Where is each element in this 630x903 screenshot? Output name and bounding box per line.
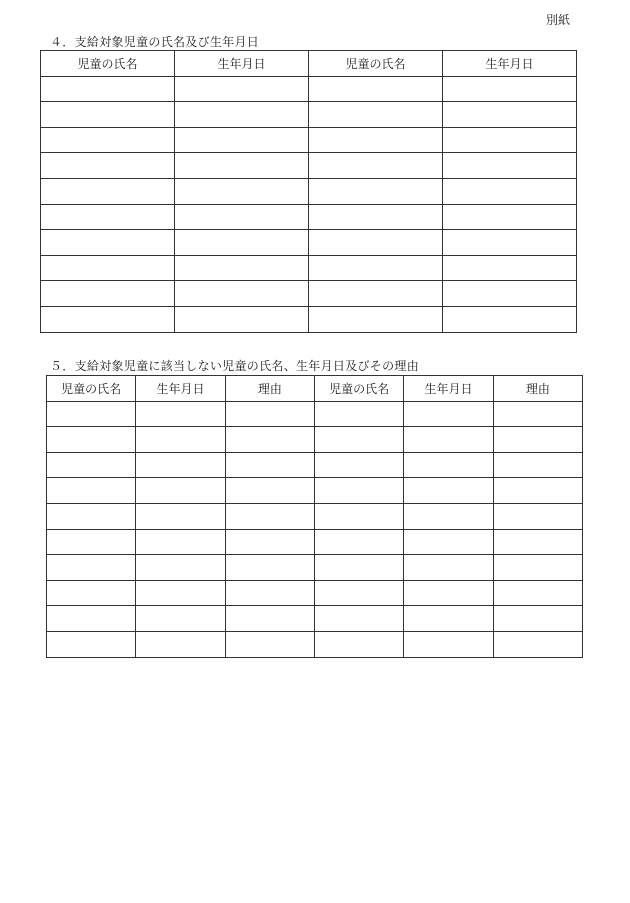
section4-header-row — [41, 51, 577, 77]
section5-table-row — [47, 631, 583, 657]
section4-blank-cell[interactable] — [175, 281, 309, 307]
section4-blank-cell[interactable] — [175, 178, 309, 204]
section4-blank-cell[interactable] — [175, 255, 309, 281]
section4-blank-cell[interactable] — [175, 230, 309, 256]
section5-blank-cell[interactable] — [47, 478, 136, 504]
section4-blank-cell[interactable] — [175, 204, 309, 230]
section4-blank-cell[interactable] — [309, 153, 443, 179]
section5-blank-cell[interactable] — [225, 503, 314, 529]
section5-table-row — [47, 478, 583, 504]
section4-blank-cell[interactable] — [309, 204, 443, 230]
section5-table-row — [47, 580, 583, 606]
section5-blank-cell[interactable] — [47, 452, 136, 478]
section4-blank-cell[interactable] — [443, 102, 577, 128]
section5-table-body — [47, 401, 583, 657]
section5-blank-cell[interactable] — [314, 401, 403, 427]
section5-blank-cell[interactable] — [404, 555, 493, 581]
section5-blank-cell[interactable] — [404, 529, 493, 555]
section4-blank-cell[interactable] — [443, 204, 577, 230]
section5-header-cell: 児童の氏名 — [314, 376, 403, 402]
section4-blank-cell[interactable] — [443, 230, 577, 256]
section5-blank-cell[interactable] — [493, 555, 582, 581]
section5-blank-cell[interactable] — [404, 401, 493, 427]
section5-blank-cell[interactable] — [404, 478, 493, 504]
section5-blank-cell[interactable] — [47, 401, 136, 427]
section4-blank-cell[interactable] — [41, 230, 175, 256]
section4-blank-cell[interactable] — [443, 76, 577, 102]
attachment-label: 別紙 — [546, 13, 571, 27]
section4-blank-cell[interactable] — [41, 281, 175, 307]
section5-blank-cell[interactable] — [404, 452, 493, 478]
section4-blank-cell[interactable] — [309, 306, 443, 332]
section5-title: ５．支給対象児童に該当しない児童の氏名、生年月日及びその理由 — [50, 359, 420, 373]
section4-header-cell: 生年月日 — [175, 51, 309, 77]
section4-blank-cell[interactable] — [41, 178, 175, 204]
section4-blank-cell[interactable] — [41, 102, 175, 128]
section5-blank-cell[interactable] — [404, 503, 493, 529]
section5-header-cell: 生年月日 — [136, 376, 225, 402]
section5-table-row — [47, 452, 583, 478]
section5-blank-cell[interactable] — [225, 555, 314, 581]
section5-header-cell: 理由 — [225, 376, 314, 402]
section5-blank-cell[interactable] — [136, 529, 225, 555]
section4-blank-cell[interactable] — [443, 281, 577, 307]
section4-blank-cell[interactable] — [309, 255, 443, 281]
section4-table-row — [41, 306, 577, 332]
section5-blank-cell[interactable] — [136, 555, 225, 581]
section5-blank-cell[interactable] — [404, 580, 493, 606]
section5-blank-cell[interactable] — [47, 427, 136, 453]
section4-header-cell: 児童の氏名 — [309, 51, 443, 77]
section4-blank-cell[interactable] — [175, 153, 309, 179]
section5-blank-cell[interactable] — [314, 478, 403, 504]
section5-blank-cell[interactable] — [404, 427, 493, 453]
section5-blank-cell[interactable] — [493, 606, 582, 632]
section4-blank-cell[interactable] — [175, 127, 309, 153]
section5-blank-cell[interactable] — [47, 631, 136, 657]
section5-header-cell: 理由 — [493, 376, 582, 402]
section5-blank-cell[interactable] — [136, 503, 225, 529]
section4-blank-cell[interactable] — [309, 102, 443, 128]
section4-table-row — [41, 127, 577, 153]
section4-title: ４．支給対象児童の氏名及び生年月日 — [50, 35, 260, 49]
section5-blank-cell[interactable] — [225, 631, 314, 657]
section5-blank-cell[interactable] — [493, 401, 582, 427]
section4-header-cell: 生年月日 — [443, 51, 577, 77]
section5-blank-cell[interactable] — [493, 503, 582, 529]
section4-table — [40, 50, 577, 333]
section4-blank-cell[interactable] — [309, 230, 443, 256]
section5-blank-cell[interactable] — [493, 631, 582, 657]
section5-table-row — [47, 401, 583, 427]
section4-blank-cell[interactable] — [443, 255, 577, 281]
section5-blank-cell[interactable] — [225, 580, 314, 606]
section4-blank-cell[interactable] — [443, 127, 577, 153]
section5-blank-cell[interactable] — [136, 631, 225, 657]
section4-blank-cell[interactable] — [309, 127, 443, 153]
section5-blank-cell[interactable] — [404, 606, 493, 632]
section4-blank-cell[interactable] — [175, 102, 309, 128]
section5-blank-cell[interactable] — [136, 606, 225, 632]
section5-blank-cell[interactable] — [314, 503, 403, 529]
section5-header-row — [47, 376, 583, 402]
section4-table-row — [41, 102, 577, 128]
section4-blank-cell[interactable] — [41, 153, 175, 179]
section5-blank-cell[interactable] — [225, 606, 314, 632]
section5-blank-cell[interactable] — [47, 503, 136, 529]
section5-blank-cell[interactable] — [47, 580, 136, 606]
section5-table — [46, 375, 583, 658]
section5-blank-cell[interactable] — [404, 631, 493, 657]
section5-blank-cell[interactable] — [493, 580, 582, 606]
section5-table-row — [47, 503, 583, 529]
section4-table-row — [41, 153, 577, 179]
section5-blank-cell[interactable] — [314, 452, 403, 478]
section5-table-row — [47, 427, 583, 453]
section4-blank-cell[interactable] — [41, 76, 175, 102]
section4-blank-cell[interactable] — [41, 127, 175, 153]
section5-blank-cell[interactable] — [493, 529, 582, 555]
section4-blank-cell[interactable] — [41, 204, 175, 230]
section5-table-row — [47, 606, 583, 632]
section5-table-row — [47, 555, 583, 581]
section5-blank-cell[interactable] — [225, 452, 314, 478]
section5-blank-cell[interactable] — [314, 631, 403, 657]
section5-blank-cell[interactable] — [314, 529, 403, 555]
section4-blank-cell[interactable] — [309, 178, 443, 204]
section5-blank-cell[interactable] — [314, 555, 403, 581]
section5-blank-cell[interactable] — [136, 427, 225, 453]
section5-blank-cell[interactable] — [225, 529, 314, 555]
section5-blank-cell[interactable] — [314, 580, 403, 606]
section4-blank-cell[interactable] — [309, 281, 443, 307]
section4-blank-cell[interactable] — [443, 178, 577, 204]
section5-blank-cell[interactable] — [314, 427, 403, 453]
section4-table-row — [41, 76, 577, 102]
section4-blank-cell[interactable] — [41, 306, 175, 332]
section4-table-row — [41, 255, 577, 281]
section4-blank-cell[interactable] — [41, 255, 175, 281]
section5-blank-cell[interactable] — [493, 427, 582, 453]
section4-blank-cell[interactable] — [443, 306, 577, 332]
section5-blank-cell[interactable] — [136, 452, 225, 478]
section5-blank-cell[interactable] — [47, 529, 136, 555]
section5-blank-cell[interactable] — [47, 555, 136, 581]
section5-blank-cell[interactable] — [493, 478, 582, 504]
section5-header-cell: 生年月日 — [404, 376, 493, 402]
section5-table-row — [47, 529, 583, 555]
section4-table-row — [41, 281, 577, 307]
section4-header-cell: 児童の氏名 — [41, 51, 175, 77]
section5-header-cell: 児童の氏名 — [47, 376, 136, 402]
section5-blank-cell[interactable] — [47, 606, 136, 632]
section4-blank-cell[interactable] — [309, 76, 443, 102]
section4-table-body — [41, 76, 577, 332]
section5-blank-cell[interactable] — [136, 401, 225, 427]
section4-blank-cell[interactable] — [175, 306, 309, 332]
section4-table-row — [41, 178, 577, 204]
section4-table-row — [41, 204, 577, 230]
section4-table-row — [41, 230, 577, 256]
section5-blank-cell[interactable] — [225, 478, 314, 504]
section5-blank-cell[interactable] — [225, 427, 314, 453]
section4-blank-cell[interactable] — [175, 76, 309, 102]
section5-blank-cell[interactable] — [136, 580, 225, 606]
section5-blank-cell[interactable] — [225, 401, 314, 427]
section5-blank-cell[interactable] — [136, 478, 225, 504]
section5-blank-cell[interactable] — [314, 606, 403, 632]
section5-blank-cell[interactable] — [493, 452, 582, 478]
section4-blank-cell[interactable] — [443, 153, 577, 179]
